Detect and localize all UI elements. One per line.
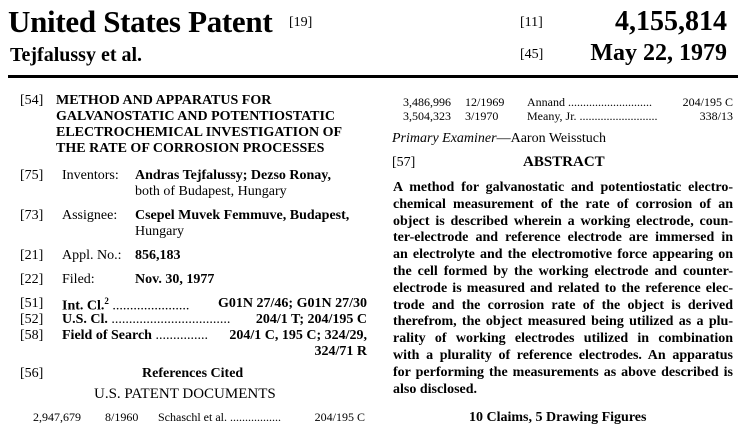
abstract-line: A method for galvanostatic and potentiostatic electro- [393,180,733,195]
ref-number: 3,504,323 [403,109,451,123]
ref-dots: .......................... [579,109,658,123]
abstract-line: also disclosed. [393,381,478,397]
search-value-1: 204/1 C, 195 C; 324/29, [229,328,367,343]
ref-name: Meany, Jr. [527,109,577,123]
inventors-code: [75] [20,168,44,183]
title-line-2: GALVANOSTATIC AND POTENTIOSTATIC [56,109,336,124]
abstract-line: object is described wherein a working electrode, coun- [393,213,733,229]
patent-number: 4,155,814 [615,6,727,37]
refs-title: References Cited [142,366,244,381]
ref-date: 3/1970 [465,109,499,123]
abstract-line: chemical measurement of the rate of corrosion of an [393,196,733,212]
ref-name-wrap [527,109,658,124]
patent-date: May 22, 1979 [590,40,727,66]
assignee-line-1: Csepel Muvek Femmuve, Budapest, [135,208,350,223]
ref-class: 204/195 C [314,410,365,424]
abstract-line: therefrom, the object measured being utilized as a plu- [393,314,733,330]
uscl-code: [52] [20,312,44,327]
title-line-4: THE RATE OF CORROSION PROCESSES [56,141,325,156]
search-code: [58] [20,328,44,343]
refs-code: [56] [20,366,44,381]
uscl-dots: .................................. [111,312,231,327]
claims-summary: 10 Claims, 5 Drawing Figures [469,410,647,425]
ref-name: Annand [527,95,565,109]
uscl-label-wrap [62,312,230,328]
search-label: Field of Search [62,328,152,343]
patent-header-title: United States Patent [8,4,273,39]
title-line-1: METHOD AND APPARATUS FOR [56,93,272,108]
refs-subtitle: U.S. PATENT DOCUMENTS [94,386,276,402]
abstract-line: an electrolyte and the electromotive force appearing on [393,247,733,263]
assignee-line-2: Hungary [135,224,184,239]
title-line-3: ELECTROCHEMICAL INVESTIGATION OF [56,125,343,140]
intcl-dots: ...................... [112,298,190,314]
abstract-code: [57] [392,155,416,170]
abstract-line: electrode is measured and related to the reference elec- [393,280,733,296]
examiner-wrap [392,131,606,147]
filed-label: Filed: [62,272,95,287]
code-11: [11] [520,15,543,30]
ref-dots: ............................ [568,95,652,109]
code-19: [19] [289,15,313,30]
code-45: [45] [520,47,544,62]
ref-name-wrap [158,410,281,425]
ref-name-wrap [527,95,652,110]
assignee-code: [73] [20,208,44,223]
abstract-line: the cell formed by the working electrode and counter- [393,263,733,279]
inventors-label: Inventors: [62,168,119,183]
search-dots: ............... [155,328,208,343]
abstract-body [393,180,733,398]
intcl-code: [51] [20,296,44,311]
appl-value: 856,183 [135,248,181,263]
abstract-line: rality of working electrodes utilized in combination [393,331,733,347]
header-rule [8,75,738,78]
search-value-2: 324/71 R [314,344,367,359]
ref-date: 12/1969 [465,95,505,109]
abstract-line: trode and the corrosion rate of the object is derived [393,297,733,313]
ref-number: 3,486,996 [403,95,451,109]
abstract-line: with a plurality of reference electrodes. An apparatus [393,347,733,363]
ref-number: 2,947,679 [33,410,81,424]
abstract-line: ter-electrode and reference electrode are immersed in [393,230,733,246]
ref-class: 338/13 [699,109,733,123]
filed-code: [22] [20,272,44,287]
filed-value: Nov. 30, 1977 [135,272,215,287]
inventors-short: Tejfalussy et al. [10,44,143,66]
ref-class: 204/195 C [682,95,733,109]
intcl-value: G01N 27/46; G01N 27/30 [218,296,367,311]
appl-label: Appl. No.: [62,248,122,263]
ref-date: 8/1960 [105,410,139,424]
uscl-value: 204/1 T; 204/195 C [255,312,367,327]
intcl-label: Int. Cl. [62,298,105,314]
abstract-line: for performing the measurements as above described is [393,364,733,380]
search-label-wrap [62,328,208,344]
inventors-line-2: both of Budapest, Hungary [135,184,287,199]
examiner-label: Primary Examiner [392,131,497,146]
assignee-label: Assignee: [62,208,118,223]
examiner-name: —Aaron Weisstuch [496,131,607,146]
uscl-label: U.S. Cl. [62,312,108,327]
appl-code: [21] [20,248,44,263]
ref-name: Schaschl et al. [158,410,227,424]
abstract-title: ABSTRACT [523,154,605,170]
title-code: [54] [20,93,44,108]
inventors-line-1: Andras Tejfalussy; Dezso Ronay, [135,168,332,183]
ref-dots: ................. [229,410,281,424]
intcl-sup: 2 [104,296,109,306]
